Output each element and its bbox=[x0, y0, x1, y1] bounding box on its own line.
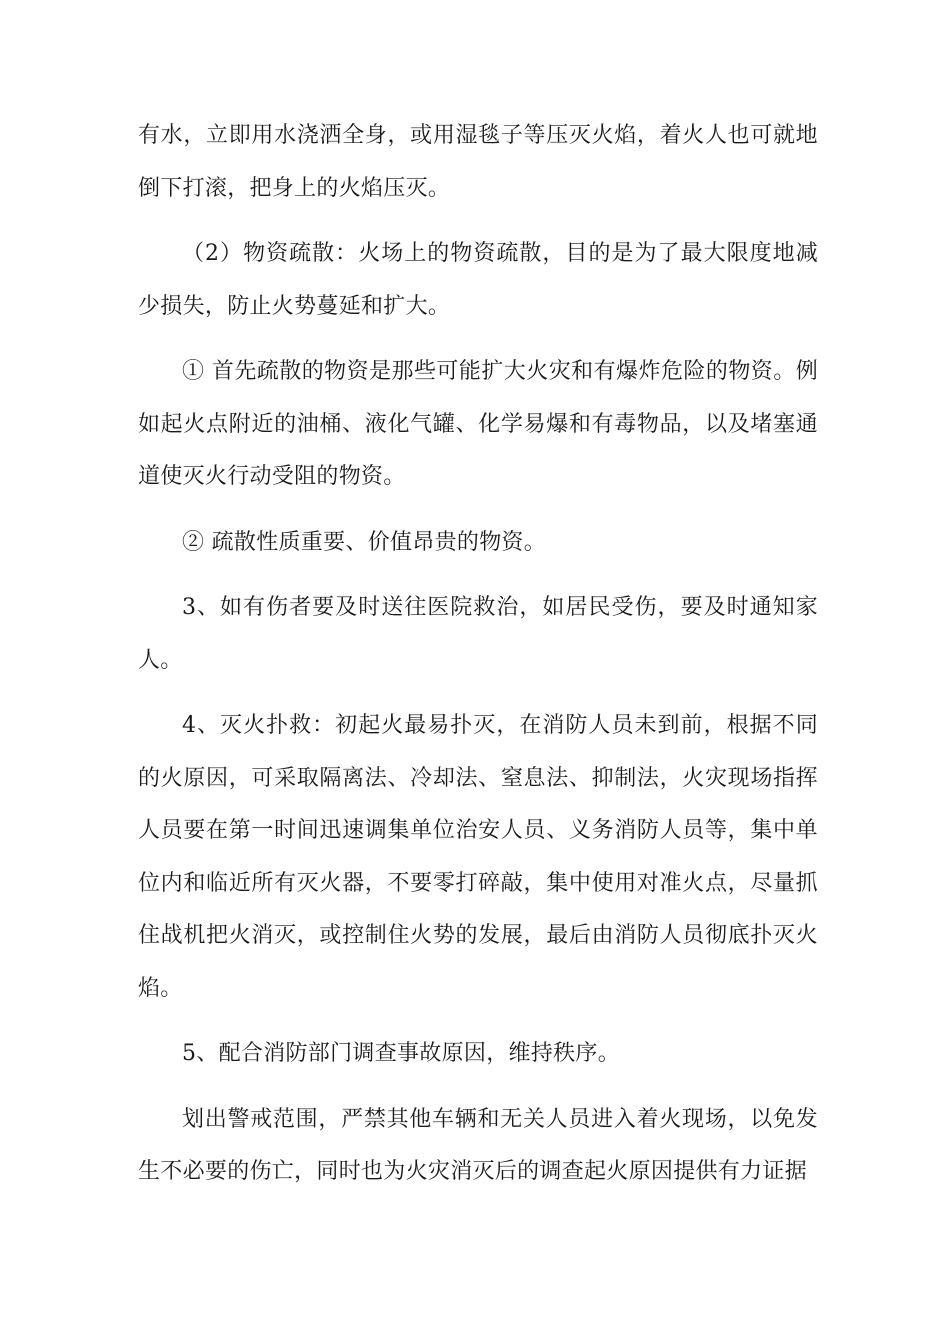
paragraph-evacuation-item-2: ② 疏散性质重要、价值昂贵的物资。 bbox=[182, 529, 547, 555]
paragraph-continuation: 有水，立即用水浇洒全身，或用湿毯子等压灭火焰，着火人也可就地倒下打滚，把身上的火焰压灭。 bbox=[138, 123, 818, 201]
paragraph-material-evacuation: （2）物资疏散：火场上的物资疏散，目的是为了最大限度地减少损失，防止火势蔓延和扩大。 bbox=[138, 241, 818, 319]
paragraph-step-4: 4、灭火扑救：初起火最易扑灭，在消防人员未到前，根据不同的火原因，可采取隔离法、冷却法、窒息法、抑制法，火灾现场指挥人员要在第一时间迅速调集单位治安人员、义务消防人员等，集中单位内和临近所有灭火器，不要零打碎敲，集中使用对准火点，尽量抓住战机把火消灭，或控制住火势的发展，最后由消防人员彻底扑灭火焰。 bbox=[138, 713, 818, 1001]
paragraph-step-5: 5、配合消防部门调查事故原因，维持秩序。 bbox=[182, 1041, 620, 1066]
paragraph-cordon: 划出警戒范围，严禁其他车辆和无关人员进入着火现场，以免发生不必要的伤亡，同时也为火灾消灭后的调查起火原因提供有力证据 bbox=[138, 1106, 818, 1184]
document-body bbox=[138, 110, 818, 1199]
paragraph-evacuation-item-1: ① 首先疏散的物资是那些可能扩大火灾和有爆炸危险的物资。例如起火点附近的油桶、液化气罐、化学易爆和有毒物品，以及堵塞通道使灭火行动受阻的物资。 bbox=[138, 359, 818, 489]
paragraph-step-3: 3、如有伤者要及时送往医院救治，如居民受伤，要及时通知家人。 bbox=[138, 595, 818, 673]
